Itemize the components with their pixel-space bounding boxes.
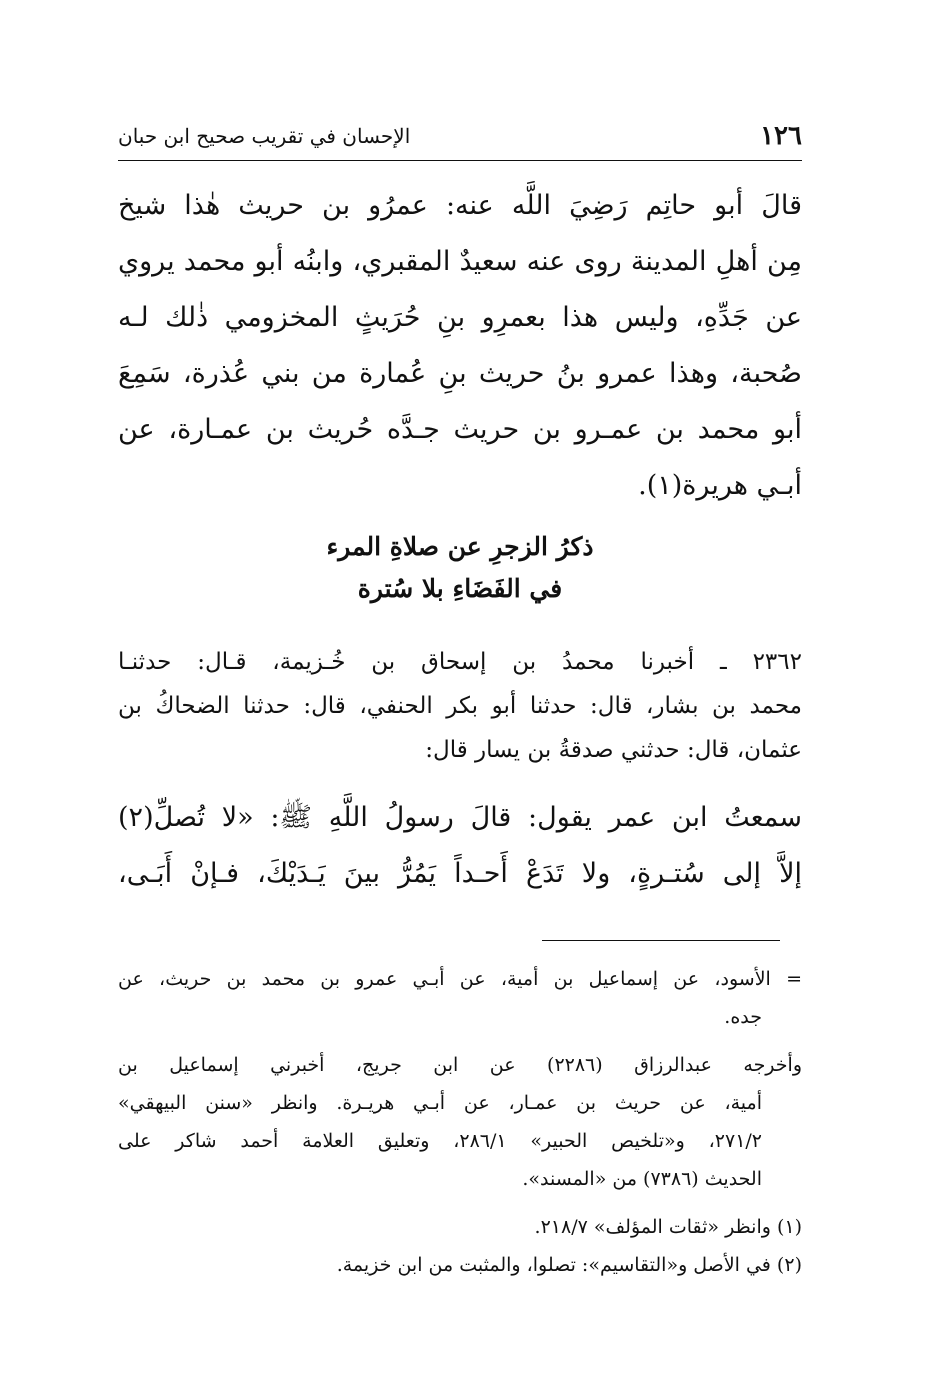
text-line: صُحبة، وهذا عمرو بنُ حريث بنِ عُمارة من بني عُذرة، سَمِعَ: [118, 358, 802, 389]
text-line: ٢٣٦٢ ـ أخبرنا محمدُ بن إسحاق بن خُـزيمة، قـال: حدثنـا: [118, 649, 802, 675]
footnote-line: = الأسود، عن إسماعيل بن أمية، عن أبـي عمرو بن محمد بن حريث، عن: [118, 968, 802, 990]
footnote-line: ٢٧١/٢، و«تلخيص الحبير» ٢٨٦/١، وتعليق العلامة أحمد شاكر على: [118, 1130, 763, 1152]
footnote-2: (٢) في الأصل و«التقاسيم»: تصلوا، والمثبت من ابن خزيمة.: [336, 1254, 802, 1276]
section-heading-line: في الفَضَاءِ بلا سُترة: [357, 574, 563, 603]
text-line: سمعتُ ابن عمر يقول: قالَ رسولُ اللَّهِ ﷺ: «لا تُصلِّ(٢): [118, 802, 802, 833]
footnote-line: جده.: [724, 1006, 762, 1028]
text-line: إلاَّ إلى سُتـرةٍ، ولا تَدَعْ أَحـداً يَمُرُّ بينَ يَـدَيْكَ، فـإنْ أَبَـى،: [118, 858, 802, 889]
main-text: [118, 178, 802, 902]
text-line: محمد بن بشار، قال: حدثنا أبو بكر الحنفي، قال: حدثنا الضحاكُ بن: [118, 693, 802, 719]
footnote-line: وأخرجه عبدالرزاق (٢٢٨٦) عن ابن جريج، أخبرني إسماعيل بن: [118, 1054, 802, 1076]
footnotes: [118, 960, 802, 1284]
hadith-chain: [118, 640, 802, 772]
text-line: مِن أهلِ المدينة روى عنه سعيدٌ المقبري، وابنُه أبو محمد يروي: [118, 246, 802, 277]
text-line: قالَ أبو حاتِم رَضِيَ اللَّه عنه: عمرُو بن حريث هٰذا شيخ: [118, 190, 802, 221]
footnote-line: أمية، عن حريث بن عمـار، عن أبـي هريـرة. وانظر «سنن البيهقي»: [118, 1092, 762, 1114]
paragraph-abu-hatim: [118, 178, 802, 514]
text-line: أبو محمد بن عمـرو بن حريث جـدَّه حُريث بن عمـارة، عن: [118, 414, 802, 445]
section-heading-line: ذكرُ الزجرِ عن صلاةِ المرء: [326, 532, 594, 561]
header-rule: [118, 160, 802, 161]
running-title: الإحسان في تقريب صحيح ابن حبان: [118, 124, 411, 148]
page-header: [118, 116, 802, 156]
text-line: عثمان، قال: حدثني صدقةُ بن يسار قال:: [425, 737, 802, 763]
text-line: أبـي هريرة(١).: [638, 470, 802, 501]
page-number: ١٢٦: [760, 121, 802, 151]
footnote-1: (١) وانظر «ثقات المؤلف» ٢١٨/٧.: [534, 1216, 802, 1238]
footnote-rule: [542, 940, 780, 941]
text-line: عن جَدِّهِ، وليس هذا بعمرِو بنِ حُرَيثٍ المخزومي ذٰلك لـه: [118, 302, 802, 333]
hadith-text: [118, 790, 802, 902]
footnote-line: الحديث (٧٣٨٦) من «المسند».: [522, 1168, 762, 1190]
